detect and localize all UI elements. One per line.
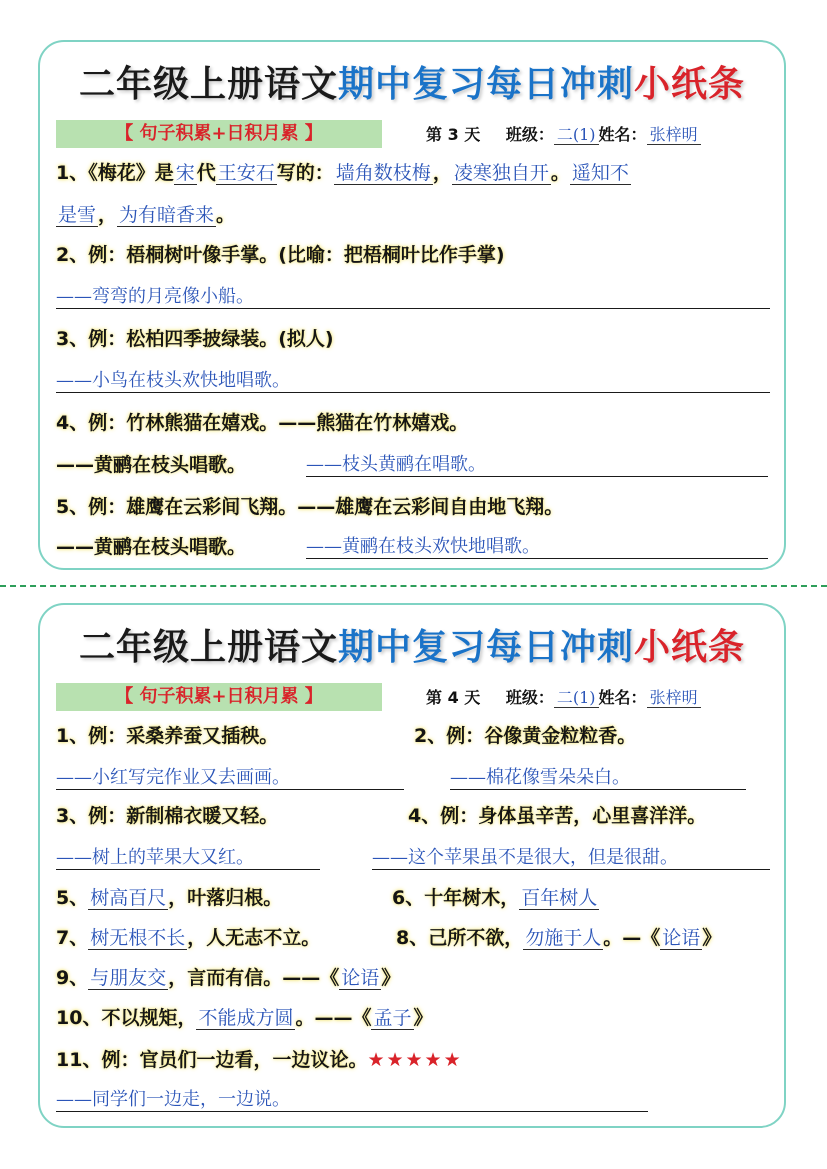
class-value: 二(1) [554, 688, 599, 708]
question-10 [56, 1003, 433, 1030]
answer-4: ——枝头黄鹂在唱歌。 [306, 450, 768, 477]
class-label: 班级： [505, 125, 554, 144]
card-title [40, 56, 784, 107]
q1-punct: ， [432, 162, 452, 184]
student-meta [426, 685, 701, 708]
title-part-1: 二年级上册语文 [78, 64, 338, 105]
answer-4: ——这个苹果虽不是很大，但是很甜。 [372, 843, 770, 870]
answer-2: ——弯弯的月亮像小船。 [56, 282, 770, 309]
name-label: 姓名： [598, 688, 647, 707]
q7-text: ，人无志不立。 [187, 927, 321, 949]
name-value: 张梓明 [647, 688, 701, 708]
question-5-example [56, 532, 246, 559]
review-card-day-3 [38, 40, 786, 570]
q6-text: 6、十年树木， [392, 887, 520, 909]
q1-answer-verse: 是雪 [58, 204, 97, 226]
q8-text: 》 [702, 927, 722, 949]
question-3: 3、例：松柏四季披绿装。(拟人) [56, 328, 334, 350]
header-bar [56, 120, 772, 148]
q8-answer: 勿施于人 [525, 927, 602, 949]
q8-text: 8、己所不欲， [396, 927, 524, 949]
question-2: 2、例：梧桐树叶像手掌。(比喻：把梧桐叶比作手掌) [56, 244, 505, 266]
name-label: 姓名： [598, 125, 647, 144]
q9-number: 9、 [56, 967, 89, 989]
title-part-2: 期中复习每日冲刺 [337, 627, 634, 668]
topic-tag: 【 句子积累+日积月累 】 [56, 683, 382, 711]
question-2: 2、例：谷像黄金粒粒香。 [414, 725, 637, 747]
q1-punct: ， [98, 204, 118, 226]
q9-answer: 与朋友交 [90, 967, 167, 989]
q10-answer-source: 孟子 [373, 1007, 412, 1029]
day-label: 第 3 天 [426, 125, 481, 144]
question-8 [396, 923, 721, 950]
q8-answer-source: 论语 [662, 927, 701, 949]
dashed-divider [0, 585, 827, 587]
q7-answer: 树无根不长 [90, 927, 186, 949]
question-1: 1、例：采桑养蚕又插秧。 [56, 725, 279, 747]
q5-text: ，叶落归根。 [168, 887, 283, 909]
question-3: 3、例：新制棉衣暖又轻。 [56, 805, 279, 827]
q1-punct: 。 [550, 162, 570, 184]
day-label: 第 4 天 [426, 688, 481, 707]
answer-1: ——小红写完作业又去画画。 [56, 763, 404, 790]
question-1 [56, 158, 631, 185]
q9-text: 》 [381, 967, 401, 989]
q4-prompt: ——黄鹂在枝头唱歌。 [56, 454, 247, 476]
q11-text: 11、例：官员们一边看，一边议论。 [56, 1049, 368, 1071]
class-label: 班级： [505, 688, 554, 707]
name-value: 张梓明 [647, 125, 701, 145]
q1-answer-verse: 遥知不 [571, 162, 629, 184]
question-4: 4、例：竹林熊猫在嬉戏。——熊猫在竹林嬉戏。 [56, 412, 469, 434]
answer-2: ——棉花像雪朵朵白。 [450, 763, 746, 790]
question-5 [56, 883, 282, 910]
q1-answer-verse: 墙角数枝梅 [335, 162, 431, 184]
answer-11: ——同学们一边走，一边说。 [56, 1085, 648, 1112]
q8-text: 。—《 [603, 927, 661, 949]
question-5: 5、例：雄鹰在云彩间飞翔。——雄鹰在云彩间自由地飞翔。 [56, 496, 564, 518]
q1-text: 代 [196, 162, 216, 184]
title-part-1: 二年级上册语文 [78, 627, 338, 668]
q6-answer: 百年树人 [521, 887, 598, 909]
student-meta [426, 122, 701, 145]
question-4: 4、例：身体虽辛苦，心里喜洋洋。 [408, 805, 707, 827]
topic-tag: 【 句子积累+日积月累 】 [56, 120, 382, 148]
q1-answer-dynasty: 宋 [175, 162, 195, 184]
header-bar [56, 683, 772, 711]
class-value: 二(1) [554, 125, 599, 145]
question-9 [56, 963, 400, 990]
q1-text: 1、《梅花》是 [56, 162, 174, 184]
q10-text: 》 [413, 1007, 433, 1029]
q7-number: 7、 [56, 927, 89, 949]
answer-3: ——树上的苹果大又红。 [56, 843, 320, 870]
star-rating-icon: ★★★★★ [367, 1049, 463, 1071]
question-4-example [56, 450, 246, 477]
q1-answer-verse: 凌寒独自开 [453, 162, 549, 184]
q5-answer: 树高百尺 [90, 887, 167, 909]
question-1-cont [56, 200, 235, 227]
q5-prompt: ——黄鹂在枝头唱歌。 [56, 536, 247, 558]
q5-number: 5、 [56, 887, 89, 909]
title-part-3: 小纸条 [634, 627, 746, 668]
q1-answer-verse: 为有暗香来 [119, 204, 215, 226]
q1-text: 写的： [276, 162, 334, 184]
title-part-2: 期中复习每日冲刺 [337, 64, 634, 105]
review-card-day-4 [38, 603, 786, 1128]
q9-text: ，言而有信。——《 [168, 967, 340, 989]
q10-text: 。——《 [295, 1007, 372, 1029]
question-6 [392, 883, 599, 910]
answer-3: ——小鸟在枝头欢快地唱歌。 [56, 366, 770, 393]
title-part-3: 小纸条 [634, 64, 746, 105]
question-7 [56, 923, 320, 950]
q9-answer-source: 论语 [341, 967, 380, 989]
q1-answer-author: 王安石 [217, 162, 275, 184]
q10-answer: 不能成方圆 [198, 1007, 294, 1029]
card-title [40, 619, 784, 670]
q1-punct: 。 [216, 204, 236, 226]
q10-text: 10、不以规矩， [56, 1007, 197, 1029]
question-11 [56, 1045, 463, 1072]
answer-5: ——黄鹂在枝头欢快地唱歌。 [306, 532, 768, 559]
